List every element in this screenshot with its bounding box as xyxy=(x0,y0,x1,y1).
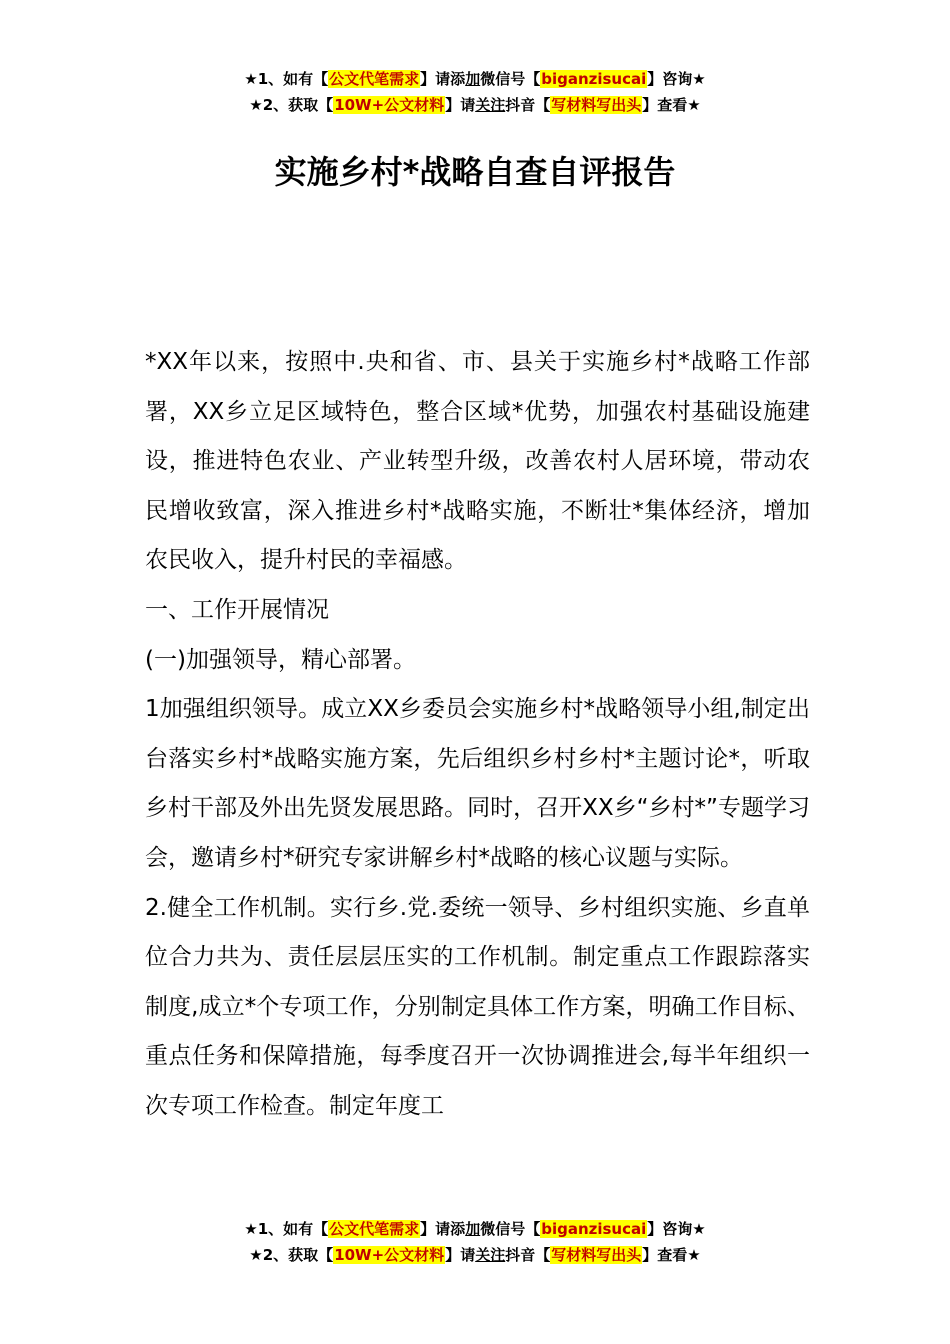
banner-highlight: 公文代笔需求 xyxy=(329,70,420,88)
section-heading: 一、工作开展情况 xyxy=(145,596,329,623)
paragraph-item-1: 1加强组织领导。成立XX乡委员会实施乡村*战略领导小组,制定出台落实乡村*战略实施方案，先后组织乡村乡村*主题讨论*，听取乡村干部及外出先贤发展思路。同时，召开XX乡“乡村*”专题学习会，邀请乡村*研究专家讲解乡村*战略的核心议题与实际。 xyxy=(145,696,810,871)
banner-highlight: 写材料写出头 xyxy=(551,96,642,114)
banner-highlight: 10W+公文材料 xyxy=(334,1246,445,1264)
paragraph-intro: *XX年以来，按照中.央和省、市、县关于实施乡村*战略工作部署，XX乡立足区域特色，整合区域*优势，加强农村基础设施建设，推进特色农业、产业转型升级，改善农村人居环境，带动农民增收致富，深入推进乡村*战略实施，不断壮*集体经济，增加农民收入，提升村民的幸福感。 xyxy=(145,349,810,574)
banner-highlight: biganzisucai xyxy=(541,70,647,88)
document-title: 实施乡村*战略自查自评报告 xyxy=(274,153,676,191)
footer-banner xyxy=(0,1216,950,1268)
document-body xyxy=(145,338,810,1132)
banner-highlight: 10W+公文材料 xyxy=(334,96,445,114)
banner-line-2 xyxy=(0,92,950,118)
banner-text: 】查看★ xyxy=(642,1246,701,1264)
banner-underline: 关注 xyxy=(475,96,506,114)
banner-text: 】请 xyxy=(445,1246,476,1264)
banner-highlight: 公文代笔需求 xyxy=(329,1220,420,1238)
banner-text: 】请添 xyxy=(420,1220,466,1238)
banner-text: 】咨询★ xyxy=(647,70,706,88)
banner-underline: 关注 xyxy=(475,1246,506,1264)
banner-text: 微信号【 xyxy=(480,1220,541,1238)
banner-text: 】请 xyxy=(445,96,476,114)
banner-text: ★2、获取【 xyxy=(249,1246,334,1264)
banner-text: 抖音【 xyxy=(505,96,551,114)
subsection-heading: (一)加强领导，精心部署。 xyxy=(145,646,416,673)
banner-underline: 加 xyxy=(465,1220,481,1238)
banner-highlight: biganzisucai xyxy=(541,1220,647,1238)
banner-text: 】查看★ xyxy=(642,96,701,114)
banner-line-1 xyxy=(0,66,950,92)
banner-text: ★2、获取【 xyxy=(249,96,334,114)
banner-underline: 加 xyxy=(465,70,481,88)
banner-line-2 xyxy=(0,1242,950,1268)
banner-text: 】咨询★ xyxy=(647,1220,706,1238)
banner-line-1 xyxy=(0,1216,950,1242)
banner-highlight: 写材料写出头 xyxy=(551,1246,642,1264)
banner-text: ★1、如有【 xyxy=(244,1220,329,1238)
header-banner xyxy=(0,66,950,118)
banner-text: 】请添 xyxy=(420,70,466,88)
banner-text: ★1、如有【 xyxy=(244,70,329,88)
banner-text: 微信号【 xyxy=(480,70,541,88)
paragraph-item-2: 2.健全工作机制。实行乡.党.委统一领导、乡村组织实施、乡直单位合力共为、责任层层压实的工作机制。制定重点工作跟踪落实制度,成立*个专项工作，分别制定具体工作方案，明确工作目标、重点任务和保障措施，每季度召开一次协调推进会,每半年组织一次专项工作检查。制定年度工 xyxy=(145,894,810,1119)
banner-text: 抖音【 xyxy=(505,1246,551,1264)
